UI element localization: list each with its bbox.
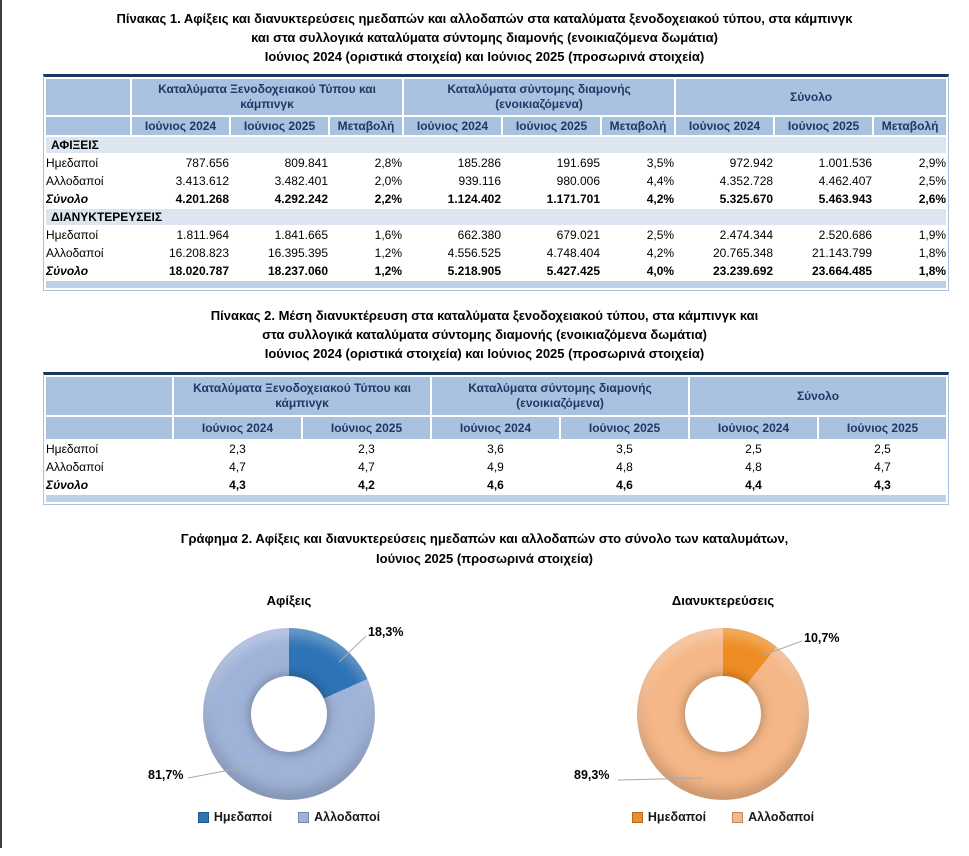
table-2-title-line-3: Ιούνιος 2024 (οριστικά στοιχεία) και Ιούνιος 2025 (προσωρινά στοιχεία) [264, 346, 705, 361]
cell-value: 2,9% [918, 156, 947, 170]
cell-value: 4,7 [874, 460, 891, 474]
legend-swatch-allodapoi [732, 812, 743, 823]
total-row [46, 477, 946, 493]
cell-value: 2,5 [874, 442, 891, 456]
cell-value: 662.380 [457, 228, 502, 242]
cell-value: 4.462.407 [818, 174, 873, 188]
cell-value: 18.020.787 [168, 264, 229, 278]
chart-section-title [0, 529, 969, 569]
cell-value: 185.286 [457, 156, 502, 170]
cell-value: 16.395.395 [267, 246, 328, 260]
table-row [46, 245, 946, 261]
cell-value: 2,6% [918, 192, 947, 206]
section-header: ΔΙΑΝΥΚΤΕΡΕΥΣΕΙΣ [46, 209, 946, 225]
column-subheader: Ιούνιος 2025 [819, 417, 946, 439]
slice-percent-label: 81,7% [148, 768, 184, 782]
cell-value: 1,8% [918, 246, 947, 260]
cell-value: 2,3 [229, 442, 246, 456]
table-2-title-line-2: στα συλλογικά καταλύματα σύντομης διαμονής (ενοικιαζόμενα δωμάτια) [262, 327, 707, 342]
column-subheader: Ιούνιος 2025 [503, 117, 600, 135]
cell-value: 4,3 [874, 478, 891, 492]
page-left-border [0, 0, 2, 848]
donut-hole [251, 676, 327, 752]
legend-label: Ημεδαποί [213, 810, 273, 824]
cell-value: 5.218.905 [447, 264, 502, 278]
total-row [46, 263, 946, 279]
chart-legend [506, 810, 940, 824]
cell-value: 3,5% [646, 156, 675, 170]
cell-value: 4,9 [487, 460, 504, 474]
column-group-header: Καταλύματα σύντομης διαμονής (ενοικιαζόμενα) [432, 377, 688, 415]
cell-value: 5.427.425 [546, 264, 601, 278]
cell-value: 4,2 [358, 478, 375, 492]
chart-legend [72, 810, 506, 824]
cell-value: 4,7 [358, 460, 375, 474]
row-label: Σύνολο [46, 264, 89, 278]
cell-value: 1.124.402 [447, 192, 502, 206]
column-subheader: Ιούνιος 2025 [303, 417, 430, 439]
cell-value: 2,5 [745, 442, 762, 456]
column-subheader: Μεταβολή [874, 117, 946, 135]
row-label: Ημεδαποί [46, 156, 98, 170]
legend-label: Ημεδαποί [647, 810, 707, 824]
chart-title-line-2: Ιούνιος 2025 (προσωρινά στοιχεία) [376, 551, 593, 566]
column-subheader: Ιούνιος 2024 [690, 417, 817, 439]
cell-value: 4,2% [646, 246, 675, 260]
cell-value: 18.237.060 [267, 264, 328, 278]
cell-value: 4,6 [487, 478, 504, 492]
legend-swatch-allodapoi [298, 812, 309, 823]
table-row [46, 417, 946, 439]
cell-value: 2.474.344 [719, 228, 774, 242]
column-subheader: Μεταβολή [330, 117, 402, 135]
cell-value: 4,7 [229, 460, 246, 474]
row-label: Ημεδαποί [46, 442, 98, 456]
table-1-title-line-2: και στα συλλογικά καταλύματα σύντομης διαμονής (ενοικιαζόμενα δωμάτια) [251, 30, 718, 45]
legend-label: Αλλοδαποί [314, 810, 381, 824]
cell-value: 4,6 [616, 478, 633, 492]
cell-value: 3,6 [487, 442, 504, 456]
donut-ring [637, 628, 809, 800]
arrivals-chart-panel [72, 579, 506, 856]
table-footer-band [46, 495, 946, 502]
cell-value: 191.695 [556, 156, 601, 170]
legend-swatch-imedapoi [198, 812, 209, 823]
cell-value: 1,8% [918, 264, 947, 278]
column-group-header: Καταλύματα Ξενοδοχειακού Τύπου και κάμπινγκ [174, 377, 430, 415]
column-subheader: Ιούνιος 2024 [132, 117, 229, 135]
cell-value: 4,0% [646, 264, 675, 278]
corner-cell [46, 79, 130, 115]
cell-value: 4.292.242 [274, 192, 328, 206]
charts-row [0, 579, 969, 856]
cell-value: 23.239.692 [713, 264, 774, 278]
table-1-title-line-1: Πίνακας 1. Αφίξεις και διανυκτερεύσεις ημεδαπών και αλλοδαπών στα καταλύματα ξενοδοχειακού τύπου, στα κάμπινγκ [116, 11, 853, 26]
chart-title-line-1: Γράφημα 2. Αφίξεις και διανυκτερεύσεις ημεδαπών και αλλοδαπών στο σύνολο των καταλυμάτων, [180, 531, 789, 546]
cell-value: 20.765.348 [713, 246, 774, 260]
corner-cell [46, 417, 172, 439]
cell-value: 787.656 [185, 156, 229, 170]
cell-value: 3.413.612 [175, 174, 229, 188]
cell-value: 1,6% [374, 228, 403, 242]
legend-item [732, 810, 814, 824]
cell-value: 4,2% [646, 192, 675, 206]
column-subheader: Ιούνιος 2025 [231, 117, 328, 135]
row-label: Αλλοδαποί [46, 174, 104, 188]
cell-value: 1,2% [374, 246, 403, 260]
column-group-header: Σύνολο [676, 79, 946, 115]
table-row [46, 155, 946, 171]
cell-value: 3.482.401 [274, 174, 328, 188]
legend-item [298, 810, 380, 824]
table-2-average-stay [43, 372, 949, 505]
legend-swatch-imedapoi [632, 812, 643, 823]
column-subheader: Ιούνιος 2024 [174, 417, 301, 439]
legend-item [198, 810, 272, 824]
cell-value: 1,2% [374, 264, 403, 278]
cell-value: 1.171.701 [546, 192, 601, 206]
donut-ring [203, 628, 375, 800]
cell-value: 2,8% [374, 156, 403, 170]
cell-value: 4,3 [229, 478, 246, 492]
total-row [46, 191, 946, 207]
cell-value: 2,5% [646, 228, 675, 242]
overnights-chart-subtitle: Διανυκτερεύσεις [671, 593, 775, 608]
cell-value: 4,8 [616, 460, 633, 474]
table-row [46, 227, 946, 243]
cell-value: 972.942 [729, 156, 774, 170]
donut-hole [685, 676, 761, 752]
table-row [46, 117, 946, 135]
cell-value: 1,9% [918, 228, 947, 242]
cell-value: 5.463.943 [818, 192, 873, 206]
slice-percent-label: 10,7% [804, 631, 840, 645]
arrivals-chart-subtitle: Αφίξεις [266, 593, 312, 608]
table-row [46, 459, 946, 475]
cell-value: 939.116 [458, 174, 502, 188]
corner-cell [46, 377, 172, 415]
cell-value: 2,3 [358, 442, 375, 456]
cell-value: 1.841.665 [274, 228, 328, 242]
cell-value: 679.021 [556, 228, 601, 242]
cell-value: 2,2% [374, 192, 403, 206]
cell-value: 4,4 [745, 478, 762, 492]
cell-value: 809.841 [284, 156, 328, 170]
overnights-donut-chart [506, 608, 940, 856]
table-row [46, 377, 946, 415]
column-subheader: Ιούνιος 2024 [676, 117, 773, 135]
cell-value: 23.664.485 [812, 264, 873, 278]
table-row [46, 441, 946, 457]
column-subheader: Ιούνιος 2024 [404, 117, 501, 135]
legend-label: Αλλοδαποί [748, 810, 815, 824]
cell-value: 21.143.799 [812, 246, 873, 260]
column-group-header: Καταλύματα Ξενοδοχειακού Τύπου και κάμπινγκ [132, 79, 402, 115]
arrivals-donut-chart [72, 608, 506, 856]
column-subheader: Μεταβολή [602, 117, 674, 135]
cell-value: 1.811.964 [176, 228, 229, 242]
table-row [46, 79, 946, 115]
cell-value: 4.556.525 [447, 246, 502, 260]
table-1-arrivals-overnights [43, 74, 949, 291]
corner-cell [46, 117, 130, 135]
cell-value: 16.208.823 [168, 246, 229, 260]
section-header-row [46, 209, 946, 225]
cell-value: 4,8 [745, 460, 762, 474]
section-header-row [46, 137, 946, 153]
slice-percent-label: 18,3% [368, 625, 404, 639]
column-subheader: Ιούνιος 2025 [561, 417, 688, 439]
table-2-title [0, 306, 969, 363]
cell-value: 4.748.404 [546, 246, 601, 260]
row-label: Ημεδαποί [46, 228, 98, 242]
row-label: Σύνολο [46, 192, 89, 206]
row-label: Αλλοδαποί [46, 460, 104, 474]
cell-value: 980.006 [556, 174, 601, 188]
table-1-title-line-3: Ιούνιος 2024 (οριστικά στοιχεία) και Ιούνιος 2025 (προσωρινά στοιχεία) [264, 49, 705, 64]
table-row [46, 173, 946, 189]
cell-value: 2.520.686 [818, 228, 873, 242]
cell-value: 1.001.536 [818, 156, 873, 170]
cell-value: 4.352.728 [719, 174, 774, 188]
cell-value: 2,0% [374, 174, 403, 188]
row-label: Σύνολο [46, 478, 89, 492]
column-group-header: Σύνολο [690, 377, 946, 415]
section-header: ΑΦΙΞΕΙΣ [46, 137, 946, 153]
column-group-header: Καταλύματα σύντομης διαμονής (ενοικιαζόμενα) [404, 79, 674, 115]
column-subheader: Ιούνιος 2024 [432, 417, 559, 439]
overnights-chart-panel [506, 579, 940, 856]
column-subheader: Ιούνιος 2025 [775, 117, 872, 135]
slice-percent-label: 89,3% [574, 768, 610, 782]
table-footer-band [46, 281, 946, 288]
table-1-title [0, 0, 969, 66]
legend-item [632, 810, 706, 824]
cell-value: 3,5 [616, 442, 633, 456]
cell-value: 5.325.670 [719, 192, 774, 206]
cell-value: 4,4% [646, 174, 675, 188]
cell-value: 4.201.268 [175, 192, 229, 206]
table-2-title-line-1: Πίνακας 2. Μέση διανυκτέρευση στα καταλύματα ξενοδοχειακού τύπου, στα κάμπινγκ και [210, 308, 759, 323]
row-label: Αλλοδαποί [46, 246, 104, 260]
cell-value: 2,5% [918, 174, 947, 188]
